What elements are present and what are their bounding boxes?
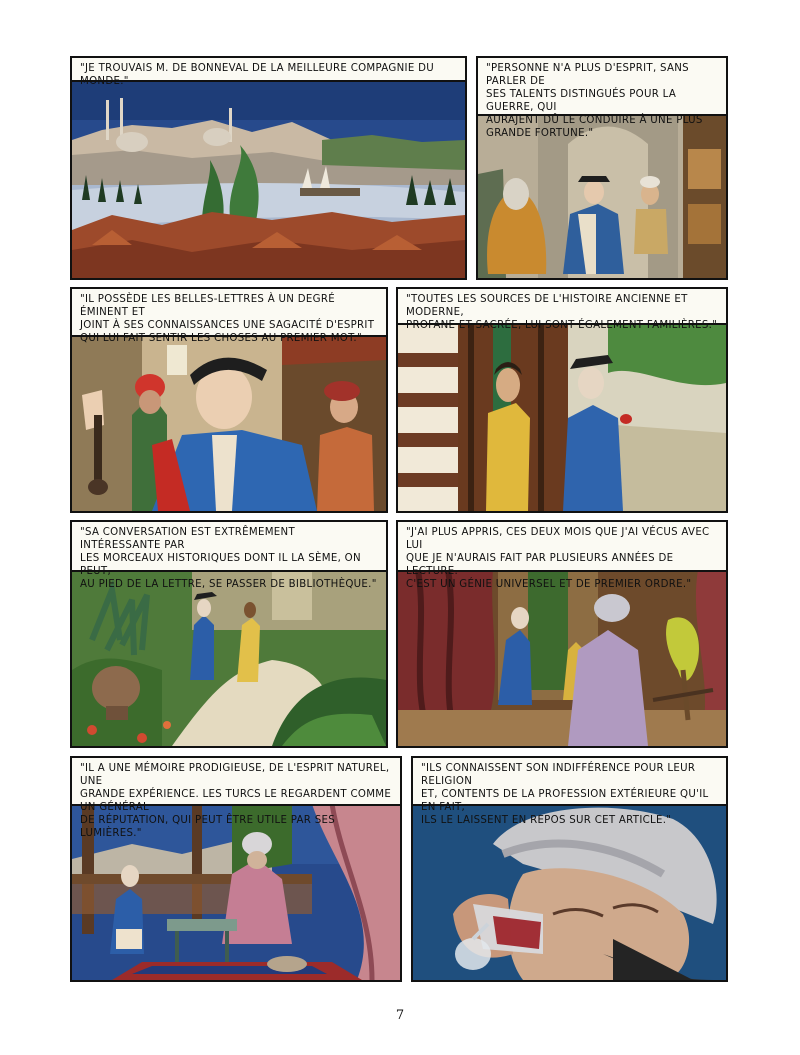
- panel-1-constantinople: [70, 56, 467, 280]
- panel-8-illustration: [413, 804, 726, 980]
- panel-3-caption: "IL POSSÈDE LES BELLES-LETTRES À UN DEGRÉ ÉMINENT ET JOINT À SES CONNAISSANCES UNE SAGACITÉ D'ESPRIT QUI LUI FAIT SENTIR LES CHOSES AU PREMIER MOT.": [72, 289, 386, 337]
- panel-4-caption: "TOUTES LES SOURCES DE L'HISTOIRE ANCIENNE ET MODERNE, PROFANE ET SACRÉE, LUI SONT ÉGALEMENT FAMILIÈRES.": [398, 289, 726, 325]
- panel-1-illustration: [72, 80, 465, 278]
- panel-4-illustration: [398, 323, 726, 511]
- panel-5-garden: [70, 520, 388, 748]
- panel-1-caption: "JE TROUVAIS M. DE BONNEVAL DE LA MEILLEURE COMPAGNIE DU MONDE.": [72, 58, 465, 82]
- panel-2-street: [476, 56, 728, 280]
- panel-5-illustration: [72, 570, 386, 746]
- panel-2-caption: "PERSONNE N'A PLUS D'ESPRIT, SANS PARLER DE SES TALENTS DISTINGUÉS POUR LA GUERRE, QUI AURAJENT DÛ LE CONDUIRE À UNE PLUS GRANDE FORTUNE.": [478, 58, 726, 116]
- panel-5-caption: "SA CONVERSATION EST EXTRÊMEMENT INTÉRESSANTE PAR LES MORCEAUX HISTORIQUES DONT IL LA SÈME, ON PEUT, AU PIED DE LA LETTRE, SE PASSER DE BIBLIOTHÈQUE.": [72, 522, 386, 572]
- panel-6-caption: "J'AI PLUS APPRIS, CES DEUX MOIS QUE J'AI VÉCUS AVEC LUI QUE JE N'AURAIS FAIT PAR PLUSIEURS ANNÉES DE LECTURE. C'EST UN GÉNIE UNIVERSEL ET DE PREMIER ORDRE.": [398, 522, 726, 572]
- page-number: 7: [395, 1008, 405, 1023]
- panel-4-sources: [396, 287, 728, 513]
- panel-6-parrot: [396, 520, 728, 748]
- panel-3-belles-lettres: [70, 287, 388, 513]
- panel-7-balcony: [70, 756, 402, 982]
- panel-8-drinking: [411, 756, 728, 982]
- panel-3-illustration: [72, 335, 386, 511]
- panel-8-caption: "ILS CONNAISSENT SON INDIFFÉRENCE POUR LEUR RELIGION ET, CONTENTS DE LA PROFESSION EXTÉRIEURE QU'IL EN FAIT, ILS LE LAISSENT EN REPOS SUR CET ARTICLE.": [413, 758, 726, 806]
- panel-7-caption: "IL A UNE MÉMOIRE PRODIGIEUSE, DE L'ESPRIT NATUREL, UNE GRANDE EXPÉRIENCE. LES TURCS LE REGARDENT COMME UN GÉNÉRAL DE RÉPUTATION, QUI PEUT ÊTRE UTILE PAR SES LUMIÈRES.": [72, 758, 400, 806]
- panel-6-illustration: [398, 570, 726, 746]
